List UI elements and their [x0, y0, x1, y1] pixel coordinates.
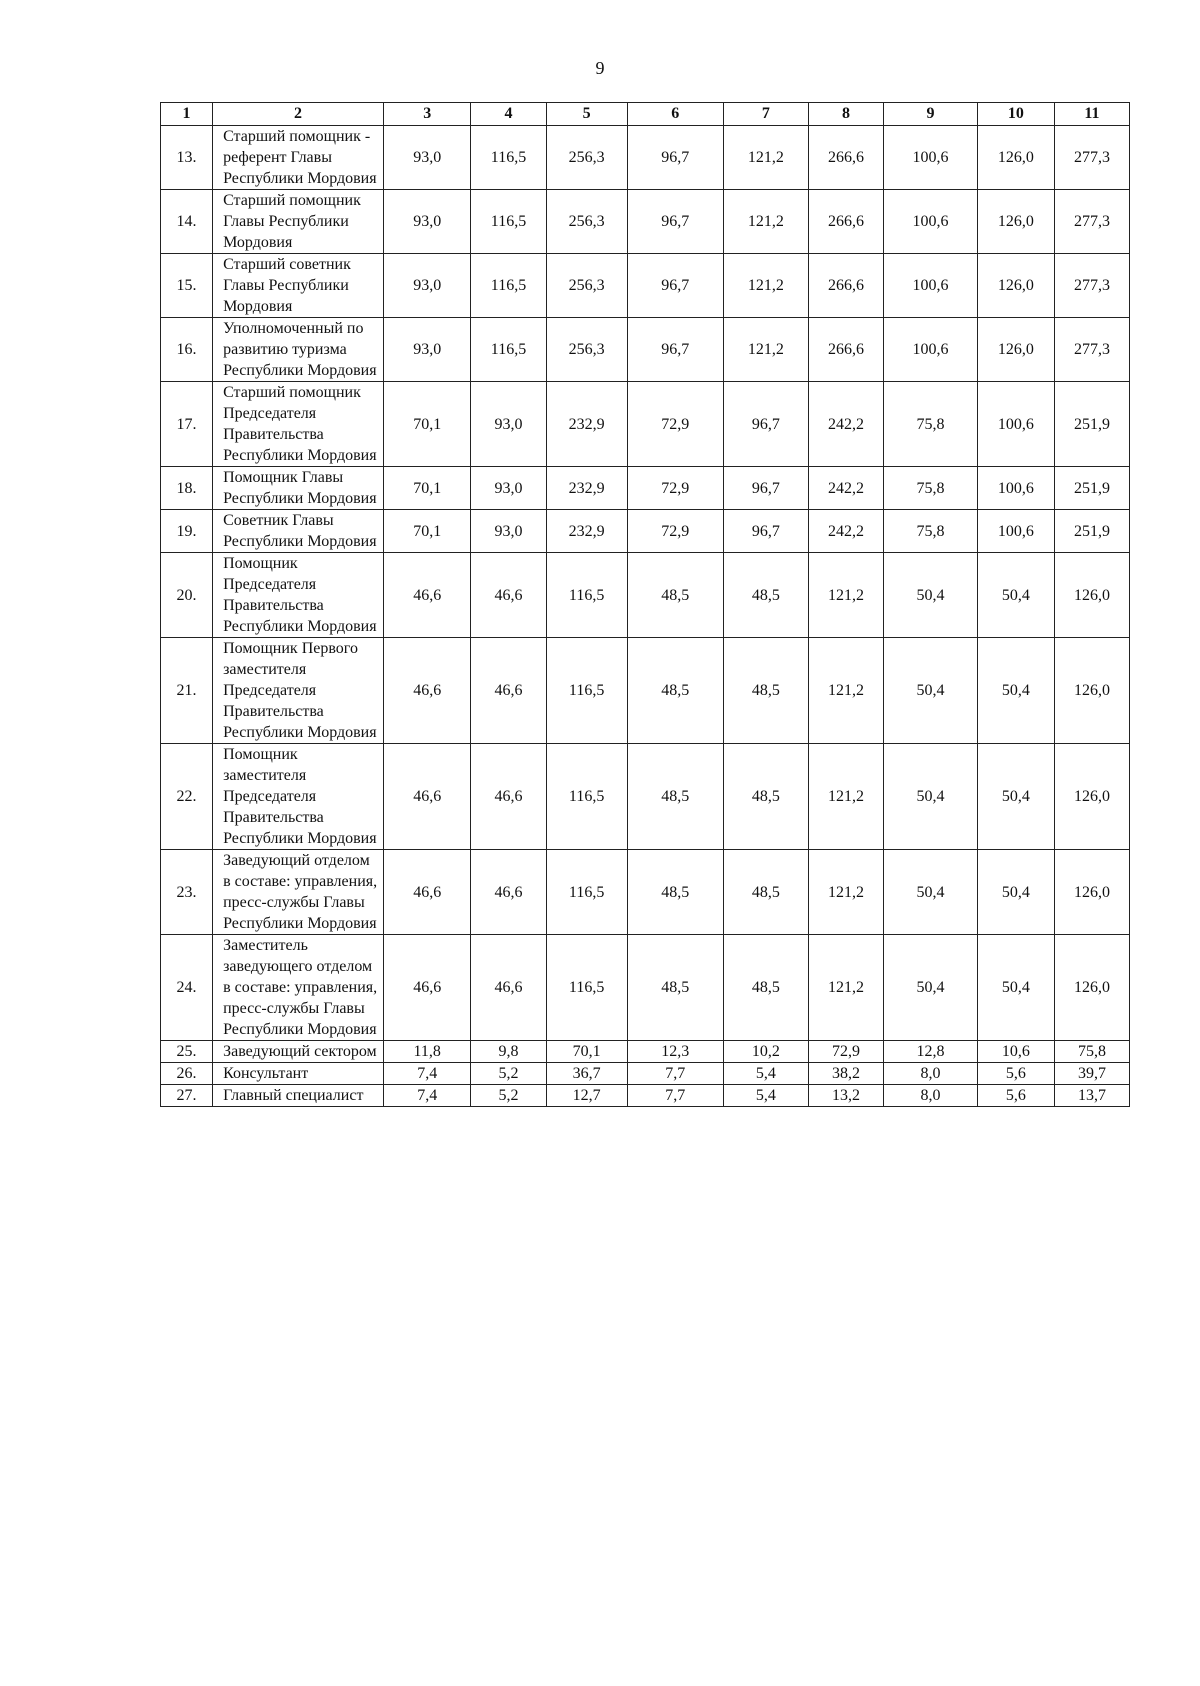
- value-cell: 251,9: [1054, 382, 1129, 467]
- value-cell: 126,0: [1054, 744, 1129, 850]
- table-row: [161, 1085, 1130, 1107]
- column-header: 11: [1054, 103, 1129, 126]
- value-cell: 100,6: [977, 510, 1054, 553]
- value-cell: 12,7: [546, 1085, 627, 1107]
- value-cell: 50,4: [977, 638, 1054, 744]
- row-number: 24.: [161, 935, 213, 1041]
- value-cell: 5,6: [977, 1063, 1054, 1085]
- value-cell: 96,7: [723, 382, 808, 467]
- position-name: Старший помощник Главы Республики Мордовия: [213, 190, 384, 254]
- value-cell: 96,7: [627, 126, 723, 190]
- value-cell: 256,3: [546, 254, 627, 318]
- value-cell: 116,5: [471, 254, 546, 318]
- row-number: 22.: [161, 744, 213, 850]
- value-cell: 116,5: [546, 638, 627, 744]
- position-name: Заведующий отделом в составе: управления, пресс-службы Главы Республики Мордовия: [213, 850, 384, 935]
- table-row: [161, 382, 1130, 467]
- value-cell: 121,2: [809, 850, 884, 935]
- value-cell: 93,0: [383, 126, 471, 190]
- value-cell: 48,5: [723, 935, 808, 1041]
- value-cell: 242,2: [809, 510, 884, 553]
- value-cell: 72,9: [627, 382, 723, 467]
- value-cell: 121,2: [809, 744, 884, 850]
- value-cell: 116,5: [471, 126, 546, 190]
- value-cell: 277,3: [1054, 318, 1129, 382]
- position-name: Помощник Главы Республики Мордовия: [213, 467, 384, 510]
- value-cell: 126,0: [977, 190, 1054, 254]
- value-cell: 100,6: [884, 190, 978, 254]
- value-cell: 93,0: [383, 318, 471, 382]
- row-number: 16.: [161, 318, 213, 382]
- value-cell: 48,5: [627, 744, 723, 850]
- value-cell: 5,6: [977, 1085, 1054, 1107]
- value-cell: 7,4: [383, 1085, 471, 1107]
- value-cell: 39,7: [1054, 1063, 1129, 1085]
- value-cell: 93,0: [471, 382, 546, 467]
- position-name: Главный специалист: [213, 1085, 384, 1107]
- value-cell: 72,9: [809, 1041, 884, 1063]
- row-number: 21.: [161, 638, 213, 744]
- value-cell: 38,2: [809, 1063, 884, 1085]
- value-cell: 46,6: [383, 638, 471, 744]
- table-row: [161, 1041, 1130, 1063]
- value-cell: 46,6: [471, 638, 546, 744]
- value-cell: 46,6: [383, 553, 471, 638]
- value-cell: 126,0: [1054, 850, 1129, 935]
- value-cell: 48,5: [627, 935, 723, 1041]
- row-number: 18.: [161, 467, 213, 510]
- value-cell: 96,7: [627, 190, 723, 254]
- value-cell: 96,7: [627, 254, 723, 318]
- value-cell: 10,6: [977, 1041, 1054, 1063]
- value-cell: 121,2: [809, 553, 884, 638]
- value-cell: 121,2: [809, 638, 884, 744]
- position-name: Заместитель заведующего отделом в составе: управления, пресс-службы Главы Республики Мордовия: [213, 935, 384, 1041]
- column-header: 7: [723, 103, 808, 126]
- column-header: 1: [161, 103, 213, 126]
- value-cell: 50,4: [977, 935, 1054, 1041]
- table-body: [161, 126, 1130, 1107]
- row-number: 23.: [161, 850, 213, 935]
- value-cell: 70,1: [383, 467, 471, 510]
- table-row: [161, 126, 1130, 190]
- row-number: 15.: [161, 254, 213, 318]
- value-cell: 121,2: [723, 126, 808, 190]
- value-cell: 50,4: [884, 553, 978, 638]
- row-number: 14.: [161, 190, 213, 254]
- value-cell: 12,3: [627, 1041, 723, 1063]
- value-cell: 7,7: [627, 1063, 723, 1085]
- value-cell: 277,3: [1054, 126, 1129, 190]
- value-cell: 48,5: [723, 744, 808, 850]
- table-row: [161, 744, 1130, 850]
- value-cell: 46,6: [383, 850, 471, 935]
- column-header: 10: [977, 103, 1054, 126]
- table-row: [161, 467, 1130, 510]
- table-row: [161, 638, 1130, 744]
- column-header: 6: [627, 103, 723, 126]
- value-cell: 50,4: [884, 638, 978, 744]
- position-name: Старший советник Главы Республики Мордовия: [213, 254, 384, 318]
- value-cell: 266,6: [809, 126, 884, 190]
- value-cell: 116,5: [546, 553, 627, 638]
- value-cell: 266,6: [809, 254, 884, 318]
- value-cell: 70,1: [546, 1041, 627, 1063]
- value-cell: 121,2: [723, 318, 808, 382]
- value-cell: 251,9: [1054, 467, 1129, 510]
- value-cell: 50,4: [977, 850, 1054, 935]
- column-header: 5: [546, 103, 627, 126]
- value-cell: 100,6: [884, 318, 978, 382]
- value-cell: 96,7: [723, 467, 808, 510]
- position-name: Советник Главы Республики Мордовия: [213, 510, 384, 553]
- row-number: 26.: [161, 1063, 213, 1085]
- value-cell: 126,0: [1054, 553, 1129, 638]
- value-cell: 266,6: [809, 190, 884, 254]
- value-cell: 75,8: [884, 467, 978, 510]
- table-row: [161, 190, 1130, 254]
- value-cell: 72,9: [627, 467, 723, 510]
- value-cell: 232,9: [546, 510, 627, 553]
- row-number: 19.: [161, 510, 213, 553]
- value-cell: 75,8: [1054, 1041, 1129, 1063]
- table-row: [161, 510, 1130, 553]
- value-cell: 5,4: [723, 1085, 808, 1107]
- row-number: 13.: [161, 126, 213, 190]
- table-header-row: [161, 103, 1130, 126]
- position-name: Старший помощник Председателя Правительства Республики Мордовия: [213, 382, 384, 467]
- value-cell: 13,2: [809, 1085, 884, 1107]
- value-cell: 46,6: [471, 850, 546, 935]
- column-header: 8: [809, 103, 884, 126]
- value-cell: 126,0: [977, 254, 1054, 318]
- value-cell: 121,2: [723, 254, 808, 318]
- salary-table: [160, 102, 1130, 1107]
- position-name: Помощник заместителя Председателя Правительства Республики Мордовия: [213, 744, 384, 850]
- value-cell: 232,9: [546, 467, 627, 510]
- value-cell: 100,6: [884, 254, 978, 318]
- position-name: Уполномоченный по развитию туризма Республики Мордовия: [213, 318, 384, 382]
- value-cell: 242,2: [809, 382, 884, 467]
- value-cell: 277,3: [1054, 190, 1129, 254]
- value-cell: 93,0: [383, 254, 471, 318]
- value-cell: 8,0: [884, 1063, 978, 1085]
- value-cell: 93,0: [471, 467, 546, 510]
- value-cell: 75,8: [884, 510, 978, 553]
- position-name: Помощник Первого заместителя Председателя Правительства Республики Мордовия: [213, 638, 384, 744]
- value-cell: 116,5: [546, 850, 627, 935]
- value-cell: 13,7: [1054, 1085, 1129, 1107]
- value-cell: 50,4: [977, 553, 1054, 638]
- row-number: 27.: [161, 1085, 213, 1107]
- value-cell: 11,8: [383, 1041, 471, 1063]
- page-number: 9: [595, 58, 605, 78]
- value-cell: 96,7: [627, 318, 723, 382]
- value-cell: 75,8: [884, 382, 978, 467]
- value-cell: 48,5: [723, 553, 808, 638]
- table-row: [161, 318, 1130, 382]
- value-cell: 7,7: [627, 1085, 723, 1107]
- value-cell: 126,0: [1054, 638, 1129, 744]
- column-header: 9: [884, 103, 978, 126]
- value-cell: 126,0: [1054, 935, 1129, 1041]
- value-cell: 251,9: [1054, 510, 1129, 553]
- value-cell: 70,1: [383, 510, 471, 553]
- value-cell: 121,2: [723, 190, 808, 254]
- value-cell: 70,1: [383, 382, 471, 467]
- table-row: [161, 1063, 1130, 1085]
- value-cell: 93,0: [471, 510, 546, 553]
- value-cell: 36,7: [546, 1063, 627, 1085]
- value-cell: 116,5: [546, 744, 627, 850]
- value-cell: 50,4: [884, 850, 978, 935]
- column-header: 3: [383, 103, 471, 126]
- value-cell: 46,6: [471, 553, 546, 638]
- value-cell: 121,2: [809, 935, 884, 1041]
- value-cell: 266,6: [809, 318, 884, 382]
- value-cell: 116,5: [471, 318, 546, 382]
- value-cell: 46,6: [471, 935, 546, 1041]
- value-cell: 48,5: [627, 638, 723, 744]
- position-name: Консультант: [213, 1063, 384, 1085]
- table-row: [161, 553, 1130, 638]
- value-cell: 50,4: [884, 935, 978, 1041]
- value-cell: 48,5: [723, 638, 808, 744]
- value-cell: 126,0: [977, 318, 1054, 382]
- value-cell: 277,3: [1054, 254, 1129, 318]
- value-cell: 116,5: [546, 935, 627, 1041]
- value-cell: 116,5: [471, 190, 546, 254]
- table-row: [161, 254, 1130, 318]
- value-cell: 48,5: [723, 850, 808, 935]
- table-row: [161, 850, 1130, 935]
- value-cell: 242,2: [809, 467, 884, 510]
- value-cell: 100,6: [977, 467, 1054, 510]
- value-cell: 5,2: [471, 1085, 546, 1107]
- value-cell: 10,2: [723, 1041, 808, 1063]
- value-cell: 46,6: [471, 744, 546, 850]
- row-number: 20.: [161, 553, 213, 638]
- value-cell: 256,3: [546, 318, 627, 382]
- table-row: [161, 935, 1130, 1041]
- value-cell: 5,4: [723, 1063, 808, 1085]
- position-name: Старший помощник - референт Главы Республики Мордовия: [213, 126, 384, 190]
- value-cell: 9,8: [471, 1041, 546, 1063]
- value-cell: 8,0: [884, 1085, 978, 1107]
- value-cell: 7,4: [383, 1063, 471, 1085]
- value-cell: 12,8: [884, 1041, 978, 1063]
- value-cell: 46,6: [383, 935, 471, 1041]
- position-name: Помощник Председателя Правительства Республики Мордовия: [213, 553, 384, 638]
- value-cell: 5,2: [471, 1063, 546, 1085]
- value-cell: 232,9: [546, 382, 627, 467]
- value-cell: 100,6: [884, 126, 978, 190]
- value-cell: 93,0: [383, 190, 471, 254]
- value-cell: 96,7: [723, 510, 808, 553]
- column-header: 4: [471, 103, 546, 126]
- row-number: 17.: [161, 382, 213, 467]
- value-cell: 50,4: [884, 744, 978, 850]
- value-cell: 126,0: [977, 126, 1054, 190]
- column-header: 2: [213, 103, 384, 126]
- value-cell: 100,6: [977, 382, 1054, 467]
- row-number: 25.: [161, 1041, 213, 1063]
- value-cell: 256,3: [546, 190, 627, 254]
- value-cell: 46,6: [383, 744, 471, 850]
- value-cell: 48,5: [627, 850, 723, 935]
- value-cell: 50,4: [977, 744, 1054, 850]
- value-cell: 72,9: [627, 510, 723, 553]
- value-cell: 256,3: [546, 126, 627, 190]
- position-name: Заведующий сектором: [213, 1041, 384, 1063]
- value-cell: 48,5: [627, 553, 723, 638]
